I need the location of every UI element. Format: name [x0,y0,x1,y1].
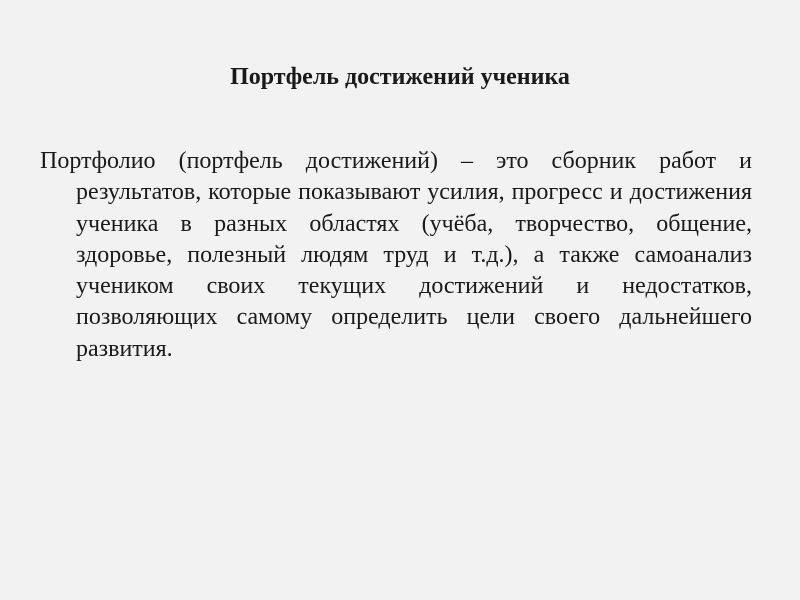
slide-body-text: Портфолио (портфель достижений) – это сборник работ и результатов, которые показывают усилия, прогресс и достижения ученика в разных областях (учёба, творчество, общение, здоровье, полезный людям труд и т.д.), а также самоанализ учеником своих текущих достижений и недостатков, позволяющих самому определить цели своего дальнейшего развития. [40,148,752,362]
slide-title: Портфель достижений ученика [230,64,570,90]
